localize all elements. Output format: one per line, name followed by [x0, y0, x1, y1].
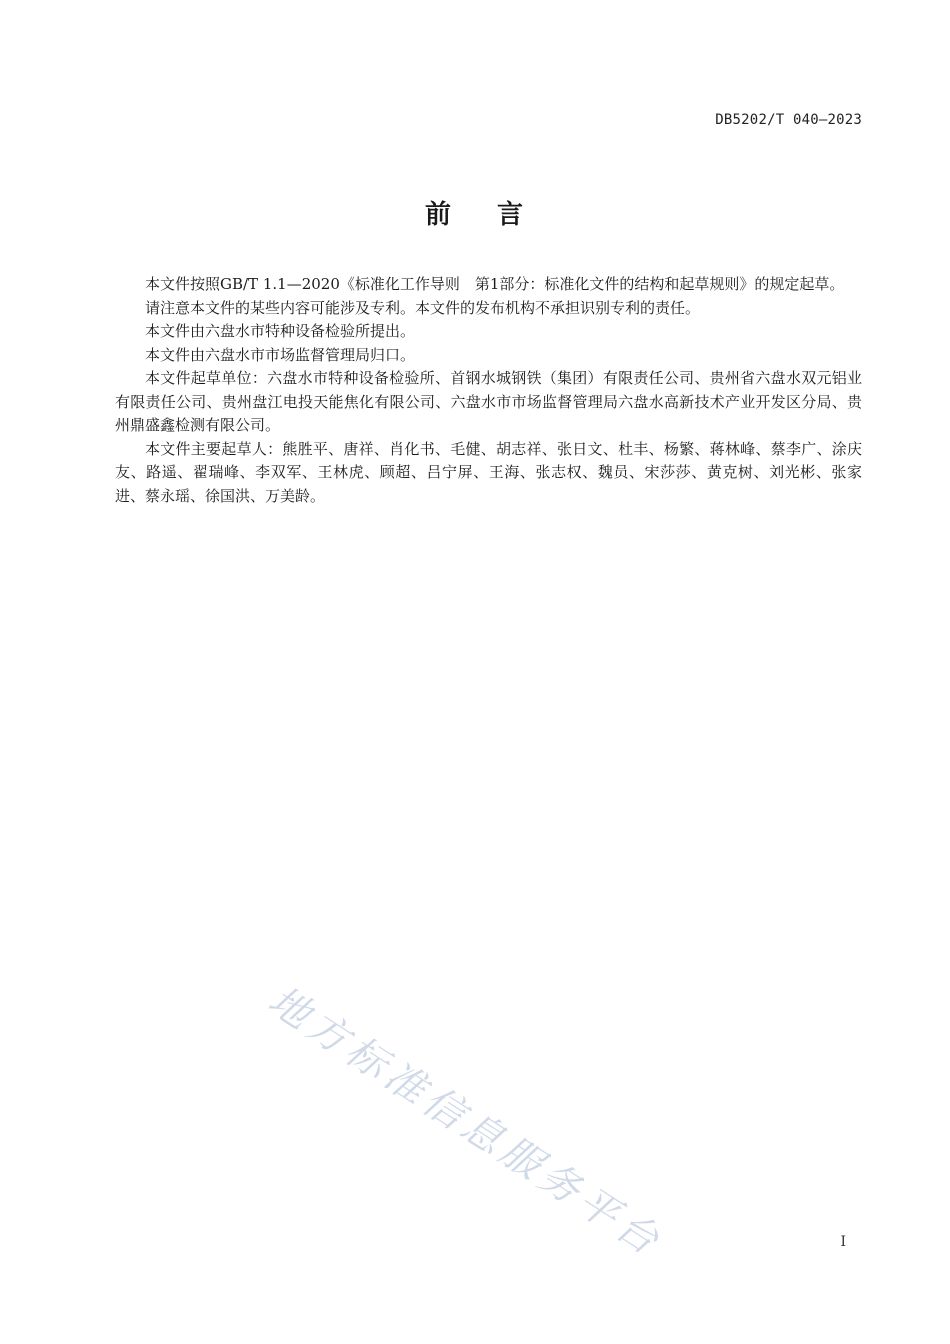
paragraph-drafting-basis: 本文件按照GB/T 1.1—2020《标准化工作导则 第1部分：标准化文件的结构和起草规则》的规定起草。 [145, 275, 845, 293]
title-char-2: 言 [497, 200, 526, 230]
paragraph-administrator: 本文件由六盘水市市场监督管理局归口。 [145, 345, 416, 364]
paragraph-patent-notice: 请注意本文件的某些内容可能涉及专利。本文件的发布机构不承担识别专利的责任。 [145, 298, 701, 317]
foreword-body [115, 273, 862, 508]
document-code: DB5202/T 040—2023 [715, 112, 862, 128]
page-title [0, 194, 950, 231]
watermark: 地方标准信息服务平台 [260, 977, 671, 1267]
page-number: I [840, 1234, 846, 1250]
paragraph-drafters: 本文件主要起草人：熊胜平、唐祥、肖化书、毛健、胡志祥、张日文、杜丰、杨繁、蒋林峰、蔡李广、涂庆友、路遥、翟瑞峰、李双军、王林虎、顾超、吕宁屏、王海、张志权、魏员、宋莎莎、黄克树、刘光彬、张家进、蔡永瑶、徐国洪、万美龄。 [115, 439, 862, 505]
title-char-1: 前 [424, 200, 453, 230]
paragraph-drafting-units: 本文件起草单位：六盘水市特种设备检验所、首钢水城钢铁（集团）有限责任公司、贵州省六盘水双元铝业有限责任公司、贵州盘江电投天能焦化有限公司、六盘水市市场监督管理局六盘水高新技术产业开发区分局、贵州鼎盛鑫检测有限公司。 [115, 369, 862, 434]
paragraph-proposer: 本文件由六盘水市特种设备检验所提出。 [145, 322, 416, 340]
